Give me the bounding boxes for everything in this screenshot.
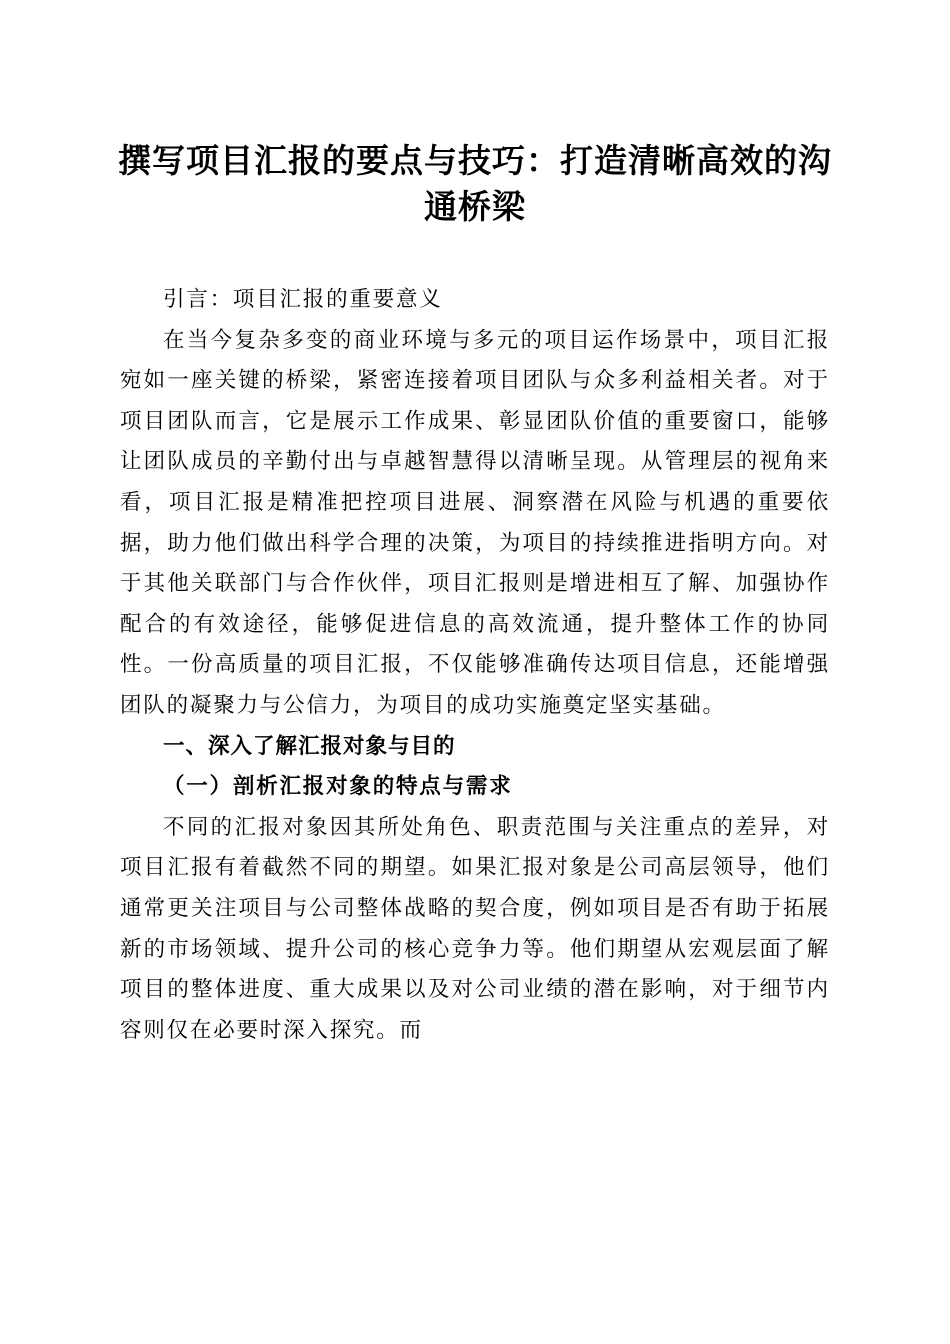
section-heading-1: 一、深入了解汇报对象与目的 bbox=[163, 733, 456, 759]
document-body bbox=[120, 280, 830, 1051]
subsection-heading-1: （一）剖析汇报对象的特点与需求 bbox=[163, 774, 513, 800]
subsection-paragraph-1: 不同的汇报对象因其所处角色、职责范围与关注重点的差异，对项目汇报有着截然不同的期望。如果汇报对象是公司高层领导，他们通常更关注项目与公司整体战略的契合度，例如项目是否有助于拓展新的市场领域、提升公司的核心竞争力等。他们期望从宏观层面了解项目的整体进度、重大成果以及对公司业绩的潜在影响，对于细节内容则仅在必要时深入探究。而 bbox=[120, 814, 830, 1043]
document-title: 撰写项目汇报的要点与技巧：打造清晰高效的沟通桥梁 bbox=[118, 141, 832, 226]
intro-paragraph: 在当今复杂多变的商业环境与多元的项目运作场景中，项目汇报宛如一座关键的桥梁，紧密连接着项目团队与众多利益相关者。对于项目团队而言，它是展示工作成果、彰显团队价值的重要窗口，能够让团队成员的辛勤付出与卓越智慧得以清晰呈现。从管理层的视角来看，项目汇报是精准把控项目进展、洞察潜在风险与机遇的重要依据，助力他们做出科学合理的决策，为项目的持续推进指明方向。对于其他关联部门与合作伙伴，项目汇报则是增进相互了解、加强协作配合的有效途径，能够促进信息的高效流通，提升整体工作的协同性。一份高质量的项目汇报，不仅能够准确传达项目信息，还能增强团队的凝聚力与公信力，为项目的成功实施奠定坚实基础。 bbox=[120, 327, 830, 718]
intro-heading: 引言：项目汇报的重要意义 bbox=[163, 287, 443, 312]
